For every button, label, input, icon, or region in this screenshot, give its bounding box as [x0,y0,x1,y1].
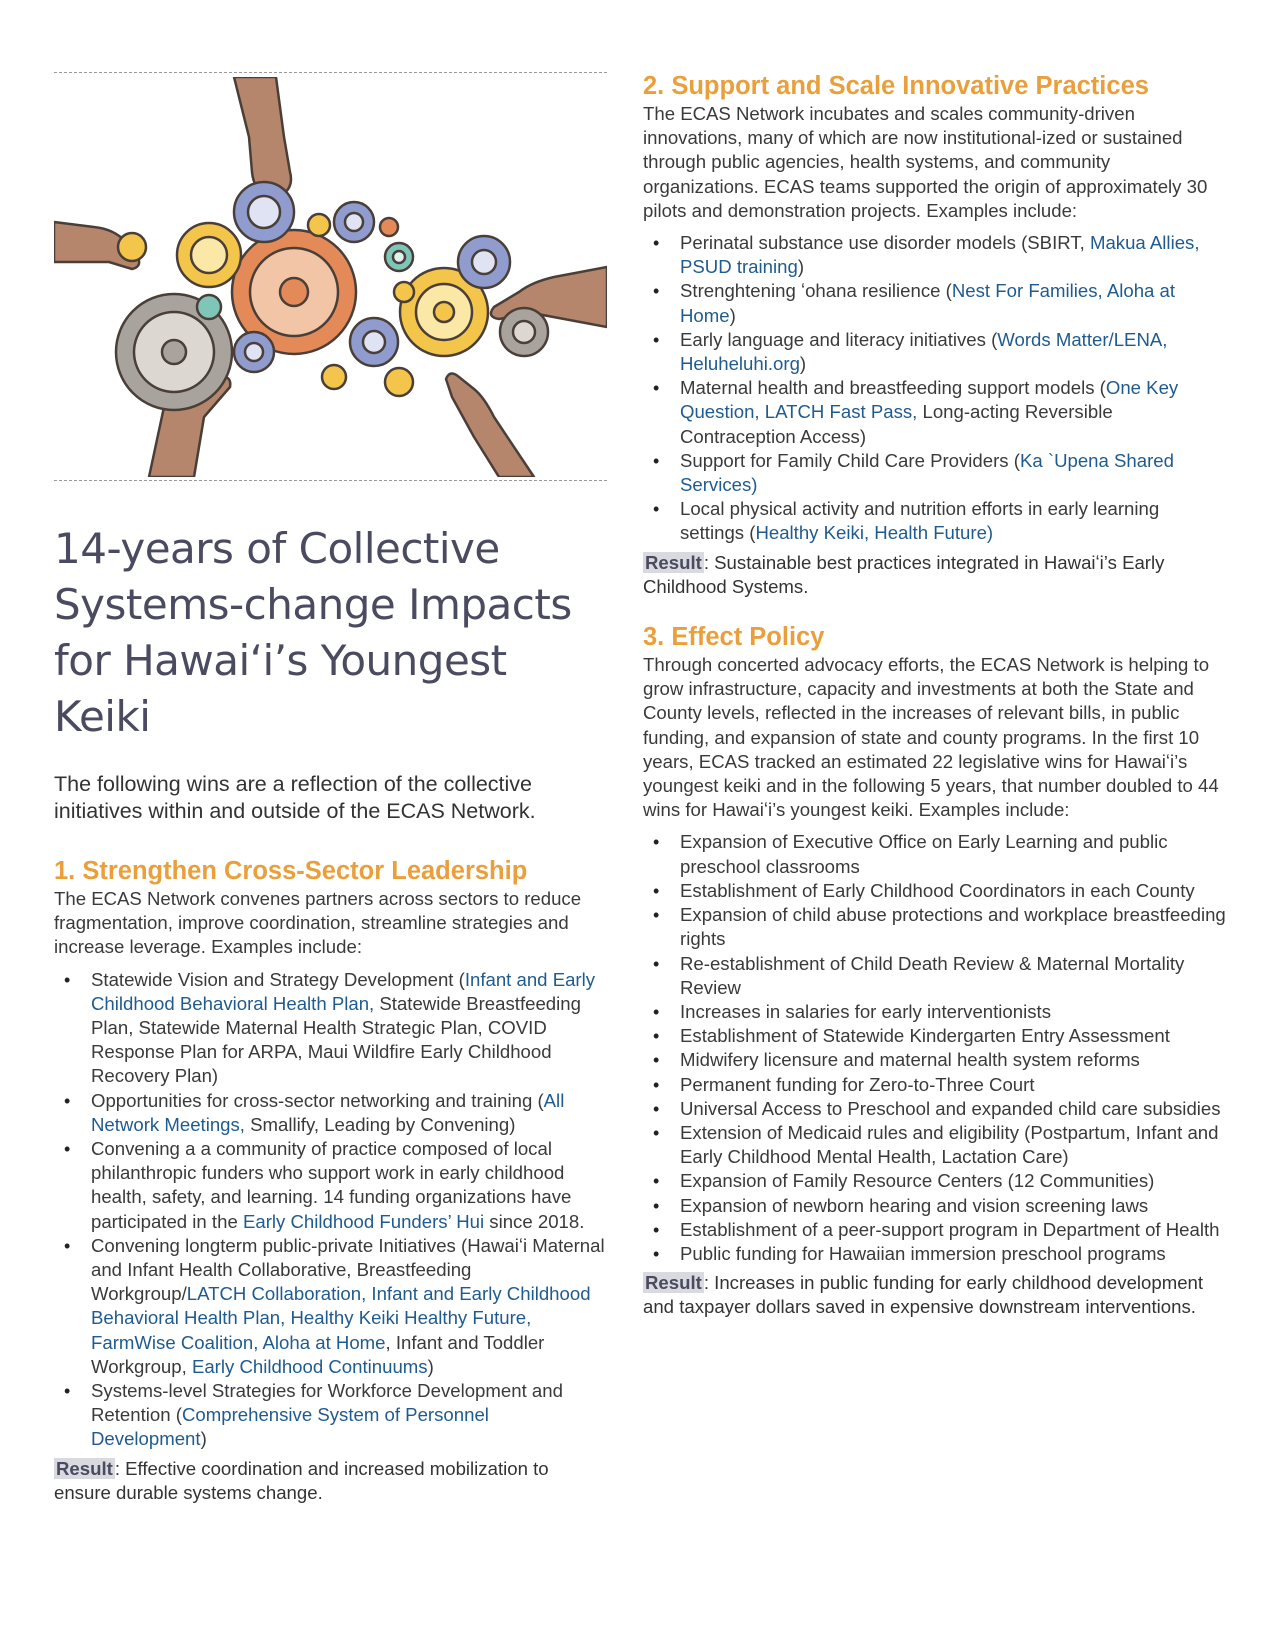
section-body: The ECAS Network incubates and scales community-driven innovations, many of which are now institutional-ized or sustained through public agencies, health systems, and community organizations. ECAS teams supported the origin of approximately 30 pilots and demonstration projects. Examples include: [643,103,1208,221]
list-item [643,497,1228,545]
list-item [643,1169,1228,1193]
bullet-list [643,231,1228,546]
list-item-text: ) [427,1355,434,1377]
list-item [643,328,1228,376]
section-scale-practices [643,70,1228,599]
list-item [643,952,1228,1000]
list-item-text: ) [729,304,736,326]
link[interactable]: All Network Meetings, [91,1089,565,1135]
list-item-text: Early language and literacy initiatives ( [680,328,998,350]
section-heading: 2. Support and Scale Innovative Practices [643,72,1149,100]
list-item [643,1097,1228,1121]
list-item-text: Establishment of a peer-support program in Department of Health [680,1218,1220,1240]
list-item-text: Systems-level Strategies for Workforce Development and Retention ( [91,1380,563,1426]
list-item [54,968,609,1089]
link[interactable]: One Key Question, LATCH Fast Pass, [680,377,1179,423]
list-item [54,1234,609,1379]
list-item-text: ) [200,1428,207,1450]
section-heading: 3. Effect Policy [643,623,825,652]
bullet-list [643,830,1228,1266]
list-item-text: Statewide Vision and Strategy Development ( [91,968,465,990]
list-item-text: Support for Family Child Care Providers ( [680,449,1020,471]
list-item [54,1379,609,1452]
result-label: Result [645,1272,702,1294]
list-item [643,1024,1228,1048]
list-item-text: Midwifery licensure and maternal health system reforms [680,1049,1140,1071]
result-label: Result [56,1457,113,1479]
list-item [643,879,1228,903]
list-item [643,279,1228,327]
list-item-text: ) [799,353,807,375]
list-item [643,1121,1228,1169]
list-item [643,231,1228,279]
link[interactable]: Infant and Early Childhood Behavioral Health Plan, [91,968,596,1014]
left-column [54,72,609,1505]
list-item-text: Opportunities for cross-sector networking and training ( [91,1089,544,1111]
result-text: : Effective coordination and increased mobilization to ensure durable systems change. [54,1457,549,1503]
list-item-text: , Infant and Toddler Workgroup, [91,1331,545,1377]
list-item-text: Smallify, Leading by Convening) [244,1113,516,1135]
list-item-text: Expansion of Executive Office on Early Learning and public preschool classrooms [680,831,1168,877]
list-item [643,449,1228,497]
result-text: : Increases in public funding for early childhood development and taxpayer dollars saved in expensive downstream interventions. [643,1272,1204,1318]
link[interactable]: Comprehensive System of Personnel Development [91,1404,489,1450]
list-item-text: Long-acting Reversible Contraception Access) [680,401,1113,447]
list-item [643,830,1228,878]
link[interactable]: Healthy Keiki, Health Future) [755,522,994,544]
list-item [643,1242,1228,1266]
top-divider [54,72,607,73]
section-effect-policy [643,621,1228,1319]
list-item-text: Extension of Medicaid rules and eligibility (Postpartum, Infant and Early Childhood Mental Health, Lactation Care) [680,1121,1219,1168]
list-item-text: since 2018. [484,1210,585,1232]
section-strengthen-leadership [54,855,609,1505]
result-text: : Sustainable best practices integrated in Hawaiʻi’s Early Childhood Systems. [643,551,1165,597]
list-item [643,903,1228,951]
right-column [643,70,1228,1320]
list-item [54,1137,609,1234]
list-item [643,1000,1228,1024]
list-item-text: Permanent funding for Zero-to-Three Court [680,1073,1035,1095]
link[interactable]: Words Matter/LENA, Heluheluhi.org [680,328,1168,375]
intro-paragraph: The following wins are a reflection of the collective initiatives within and outside of the ECAS Network. [54,772,536,823]
list-item-text: Maternal health and breastfeeding support models ( [680,377,1106,399]
bullet-list [54,968,609,1452]
list-item-text: Expansion of child abuse protections and workplace breastfeeding rights [680,904,1226,950]
section-body: Through concerted advocacy efforts, the ECAS Network is helping to grow infrastructure, capacity and investments at both the State and County levels, reflected in the increases of relevant bills, in public funding, and expansion of state and county programs. In the first 10 years, ECAS tracked an estimated 22 legislative wins for Hawaiʻi’s youngest keiki and in the following 5 years, that number doubled to 44 wins for Hawaiʻi’s youngest keiki. Examples include: [643,654,1219,821]
list-item-text: Expansion of newborn hearing and vision screening laws [680,1194,1149,1216]
list-item-text: ) [797,256,805,278]
list-item [643,1218,1228,1242]
section-body: The ECAS Network convenes partners across sectors to reduce fragmentation, improve coordination, streamline strategies and increase leverage. Examples include: [54,888,582,958]
gears-and-hands-illustration [54,77,607,477]
link[interactable]: Nest For Families, Aloha at Home [680,280,1176,326]
link[interactable]: LATCH Collaboration, Infant and Early Childhood Behavioral Health Plan, Healthy Keiki Healthy Future, FarmWise Coalition, Aloha at Home [91,1283,591,1353]
link[interactable]: Ka `Upena Shared Services) [680,449,1174,496]
list-item-text: Establishment of Early Childhood Coordinators in each County [680,879,1195,901]
section-heading: 1. Strengthen Cross-Sector Leadership [54,857,528,885]
list-item-text: Expansion of Family Resource Centers (12 Communities) [680,1170,1155,1192]
result-line [643,1271,1228,1319]
list-item-text: Universal Access to Preschool and expanded child care subsidies [680,1097,1221,1119]
list-item [643,1194,1228,1218]
list-item-text: Convening a a community of practice composed of local philanthropic funders who support work in early childhood health, safety, and learning. 14 funding organizations have participated in the [91,1138,572,1232]
link[interactable]: Makua Allies, PSUD training [680,232,1200,278]
list-item [54,1089,609,1137]
list-item-text: Strenghtening ʻohana resilience ( [680,280,952,302]
page-title: 14-years of Collective Systems-change Impacts for Hawaiʻi’s Youngest Keiki [54,524,572,741]
list-item-text: Re-establishment of Child Death Review & Maternal Mortality Review [680,952,1185,998]
result-label: Result [645,551,702,573]
list-item-text: Convening longterm public-private Initiatives (Hawaiʻi Maternal and Infant Health Collaborative, Breastfeeding Workgroup/ [91,1234,605,1305]
list-item-text: Statewide Breastfeeding Plan, Statewide Maternal Health Strategic Plan, COVID Response Plan for ARPA, Maui Wildfire Early Childhood Recovery Plan) [91,992,581,1087]
list-item [643,1048,1228,1072]
list-item-text: Local physical activity and nutrition efforts in early learning settings ( [680,498,1160,544]
list-item-text: Perinatal substance use disorder models (SBIRT, [680,232,1090,254]
link[interactable]: Early Childhood Funders’ Hui [242,1210,485,1232]
link[interactable]: Early Childhood Continuums [191,1355,428,1377]
list-item [643,1073,1228,1097]
list-item [643,376,1228,449]
result-line [54,1457,609,1505]
bottom-divider [54,480,607,481]
list-item-text: Increases in salaries for early interventionists [680,1000,1052,1022]
list-item-text: Public funding for Hawaiian immersion preschool programs [680,1242,1166,1264]
list-item-text: Establishment of Statewide Kindergarten Entry Assessment [680,1025,1170,1047]
result-line [643,551,1228,599]
